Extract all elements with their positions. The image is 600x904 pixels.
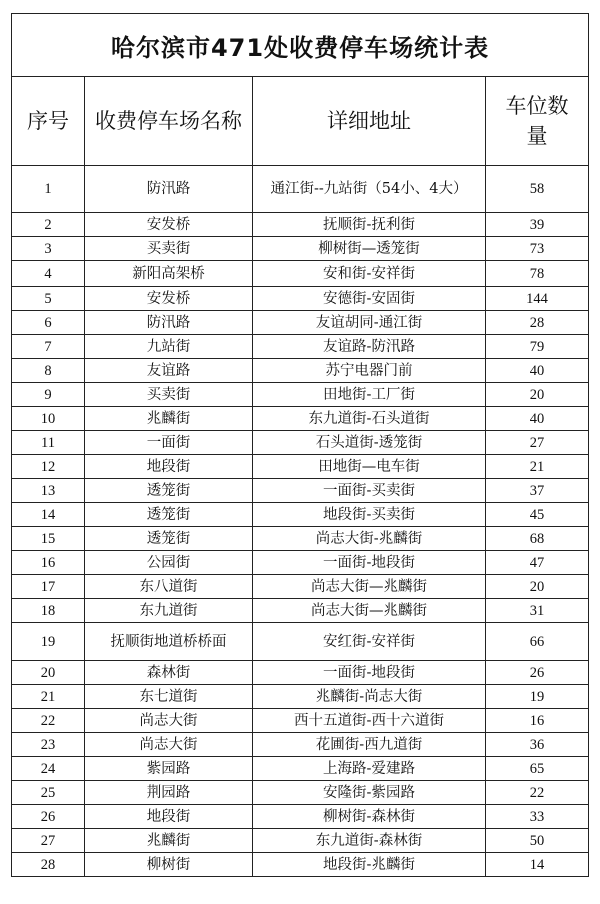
table-row xyxy=(12,829,589,853)
row-address xyxy=(253,213,486,237)
table-row xyxy=(12,733,589,757)
row-address xyxy=(253,311,486,335)
row-index: 19 xyxy=(12,623,85,661)
row-index: 8 xyxy=(12,359,85,383)
row-address xyxy=(253,575,486,599)
row-index: 9 xyxy=(12,383,85,407)
row-lot-name: 九站街 xyxy=(85,335,253,359)
row-address xyxy=(253,623,486,661)
parking-statistics-sheet xyxy=(11,13,588,877)
row-index: 11 xyxy=(12,431,85,455)
row-lot-name: 一面街 xyxy=(85,431,253,455)
table-title: 哈尔滨市471处收费停车场统计表 xyxy=(12,14,589,77)
row-address-text: 东九道街-石头道街 xyxy=(308,410,430,427)
table-row xyxy=(12,781,589,805)
row-index: 26 xyxy=(12,805,85,829)
row-address-text: 地段街-买卖街 xyxy=(323,506,415,523)
row-address-text: 石头道街-透笼街 xyxy=(315,434,423,451)
row-lot-name: 兆麟街 xyxy=(85,829,253,853)
row-address xyxy=(253,407,486,431)
row-address xyxy=(253,503,486,527)
table-row xyxy=(12,383,589,407)
row-address xyxy=(253,261,486,287)
row-lot-name: 紫园路 xyxy=(85,757,253,781)
header-spots-text: 车位数量 xyxy=(505,94,569,148)
row-index: 13 xyxy=(12,479,85,503)
row-address-text: 一面街-地段街 xyxy=(323,554,415,571)
row-index: 18 xyxy=(12,599,85,623)
table-row xyxy=(12,527,589,551)
parking-table xyxy=(11,13,589,877)
row-spots: 37 xyxy=(486,479,589,503)
row-index: 16 xyxy=(12,551,85,575)
row-spots: 66 xyxy=(486,623,589,661)
row-spots: 22 xyxy=(486,781,589,805)
row-index: 10 xyxy=(12,407,85,431)
row-index: 28 xyxy=(12,853,85,877)
row-lot-name: 买卖街 xyxy=(85,237,253,261)
header-name xyxy=(85,77,253,166)
row-spots: 144 xyxy=(486,287,589,311)
row-address-text: 兆麟街-尚志大街 xyxy=(315,688,423,705)
row-address xyxy=(253,287,486,311)
row-spots: 28 xyxy=(486,311,589,335)
row-lot-name: 透笼街 xyxy=(85,503,253,527)
row-index: 14 xyxy=(12,503,85,527)
row-lot-name: 东八道街 xyxy=(85,575,253,599)
row-address xyxy=(253,335,486,359)
row-spots: 33 xyxy=(486,805,589,829)
table-row xyxy=(12,757,589,781)
row-lot-name: 防汛路 xyxy=(85,311,253,335)
table-row xyxy=(12,551,589,575)
row-lot-name: 荆园路 xyxy=(85,781,253,805)
table-row xyxy=(12,335,589,359)
row-address xyxy=(253,455,486,479)
table-row xyxy=(12,261,589,287)
row-address xyxy=(253,733,486,757)
row-address-text: 友谊胡同-通江街 xyxy=(315,314,423,331)
row-address-text: 尚志大街—兆麟街 xyxy=(311,578,427,595)
row-index: 3 xyxy=(12,237,85,261)
row-address-text: 安红街-安祥街 xyxy=(323,633,415,650)
row-spots: 45 xyxy=(486,503,589,527)
row-index: 27 xyxy=(12,829,85,853)
row-address-text: 花圃街-西九道街 xyxy=(315,736,423,753)
row-address-text: 友谊路-防汛路 xyxy=(323,338,415,355)
row-lot-name: 森林街 xyxy=(85,661,253,685)
row-address-text: 安德街-安固街 xyxy=(323,290,415,307)
row-address xyxy=(253,685,486,709)
row-index: 25 xyxy=(12,781,85,805)
row-index: 23 xyxy=(12,733,85,757)
row-address xyxy=(253,431,486,455)
row-spots: 19 xyxy=(486,685,589,709)
header-spots xyxy=(486,77,589,166)
row-address-text: 西十五道街-西十六道街 xyxy=(294,712,444,729)
row-spots: 65 xyxy=(486,757,589,781)
row-index: 7 xyxy=(12,335,85,359)
row-spots: 40 xyxy=(486,359,589,383)
table-row xyxy=(12,287,589,311)
row-index: 2 xyxy=(12,213,85,237)
row-address xyxy=(253,805,486,829)
table-row xyxy=(12,503,589,527)
row-spots: 40 xyxy=(486,407,589,431)
row-lot-name: 透笼街 xyxy=(85,527,253,551)
table-row xyxy=(12,311,589,335)
row-address-text: 苏宁电器门前 xyxy=(325,362,413,379)
table-row xyxy=(12,709,589,733)
row-lot-name: 兆麟街 xyxy=(85,407,253,431)
row-index: 1 xyxy=(12,166,85,213)
row-spots: 58 xyxy=(486,166,589,213)
row-lot-name: 尚志大街 xyxy=(85,709,253,733)
row-index: 4 xyxy=(12,261,85,287)
row-lot-name: 透笼街 xyxy=(85,479,253,503)
row-spots: 73 xyxy=(486,237,589,261)
row-index: 22 xyxy=(12,709,85,733)
row-spots: 39 xyxy=(486,213,589,237)
row-address-text: 安隆街-紫园路 xyxy=(323,784,415,801)
row-address xyxy=(253,383,486,407)
table-row xyxy=(12,213,589,237)
row-spots: 36 xyxy=(486,733,589,757)
table-row xyxy=(12,805,589,829)
row-spots: 26 xyxy=(486,661,589,685)
table-row xyxy=(12,575,589,599)
row-address-text: 柳树街-森林街 xyxy=(323,808,415,825)
row-address xyxy=(253,599,486,623)
table-row xyxy=(12,661,589,685)
row-spots: 21 xyxy=(486,455,589,479)
row-spots: 14 xyxy=(486,853,589,877)
row-lot-name: 公园街 xyxy=(85,551,253,575)
row-address-text: 上海路-爱建路 xyxy=(323,760,415,777)
row-spots: 20 xyxy=(486,575,589,599)
row-lot-name: 柳树街 xyxy=(85,853,253,877)
row-address-text: 东九道街-森林街 xyxy=(315,832,423,849)
row-address xyxy=(253,757,486,781)
header-index: 序号 xyxy=(12,77,85,166)
row-address xyxy=(253,479,486,503)
row-address xyxy=(253,237,486,261)
row-index: 24 xyxy=(12,757,85,781)
row-lot-name: 地段街 xyxy=(85,805,253,829)
row-index: 6 xyxy=(12,311,85,335)
row-address xyxy=(253,661,486,685)
row-index: 21 xyxy=(12,685,85,709)
table-row xyxy=(12,237,589,261)
row-address-text: 尚志大街-兆麟街 xyxy=(315,530,423,547)
row-spots: 47 xyxy=(486,551,589,575)
row-address-text: 抚顺街-抚利街 xyxy=(323,216,415,233)
row-spots: 79 xyxy=(486,335,589,359)
row-spots: 20 xyxy=(486,383,589,407)
row-address-text: 田地街—电车街 xyxy=(318,458,420,475)
table-row xyxy=(12,166,589,213)
table-row xyxy=(12,479,589,503)
row-address xyxy=(253,853,486,877)
row-spots: 16 xyxy=(486,709,589,733)
table-row xyxy=(12,599,589,623)
row-spots: 68 xyxy=(486,527,589,551)
row-lot-name: 东七道街 xyxy=(85,685,253,709)
row-lot-name: 地段街 xyxy=(85,455,253,479)
table-body xyxy=(12,166,589,877)
row-index: 12 xyxy=(12,455,85,479)
table-row xyxy=(12,853,589,877)
row-lot-name: 安发桥 xyxy=(85,213,253,237)
row-address xyxy=(253,829,486,853)
row-address xyxy=(253,551,486,575)
row-address-text: 一面街-买卖街 xyxy=(323,482,415,499)
header-row xyxy=(12,77,589,166)
row-lot-name: 东九道街 xyxy=(85,599,253,623)
row-lot-name: 友谊路 xyxy=(85,359,253,383)
row-index: 5 xyxy=(12,287,85,311)
row-address xyxy=(253,709,486,733)
header-name-text: 收费停车场名称 xyxy=(95,109,242,133)
row-address-text: 田地街-工厂街 xyxy=(323,386,415,403)
row-address-text: 尚志大街—兆麟街 xyxy=(311,602,427,619)
row-address-text: 安和街-安祥街 xyxy=(323,265,415,282)
table-row xyxy=(12,359,589,383)
row-lot-name: 抚顺街地道桥桥面 xyxy=(85,623,253,661)
row-spots: 78 xyxy=(486,261,589,287)
row-lot-name: 新阳高架桥 xyxy=(85,261,253,287)
row-address xyxy=(253,166,486,213)
row-spots: 31 xyxy=(486,599,589,623)
row-index: 20 xyxy=(12,661,85,685)
table-row xyxy=(12,455,589,479)
row-address xyxy=(253,781,486,805)
header-address: 详细地址 xyxy=(253,77,486,166)
row-lot-name: 尚志大街 xyxy=(85,733,253,757)
row-spots: 50 xyxy=(486,829,589,853)
table-row xyxy=(12,685,589,709)
row-lot-name: 防汛路 xyxy=(85,166,253,213)
row-spots: 27 xyxy=(486,431,589,455)
row-address-text: 地段街-兆麟街 xyxy=(323,856,415,873)
row-index: 15 xyxy=(12,527,85,551)
row-address-text: 柳树街—透笼街 xyxy=(318,240,420,257)
row-lot-name: 安发桥 xyxy=(85,287,253,311)
row-index: 17 xyxy=(12,575,85,599)
row-address-text: 通江街--九站街（54小、4大） xyxy=(270,181,468,197)
table-row xyxy=(12,431,589,455)
table-row xyxy=(12,623,589,661)
row-address xyxy=(253,359,486,383)
table-row xyxy=(12,407,589,431)
row-address-text: 一面街-地段街 xyxy=(323,664,415,681)
row-lot-name: 买卖街 xyxy=(85,383,253,407)
row-address xyxy=(253,527,486,551)
